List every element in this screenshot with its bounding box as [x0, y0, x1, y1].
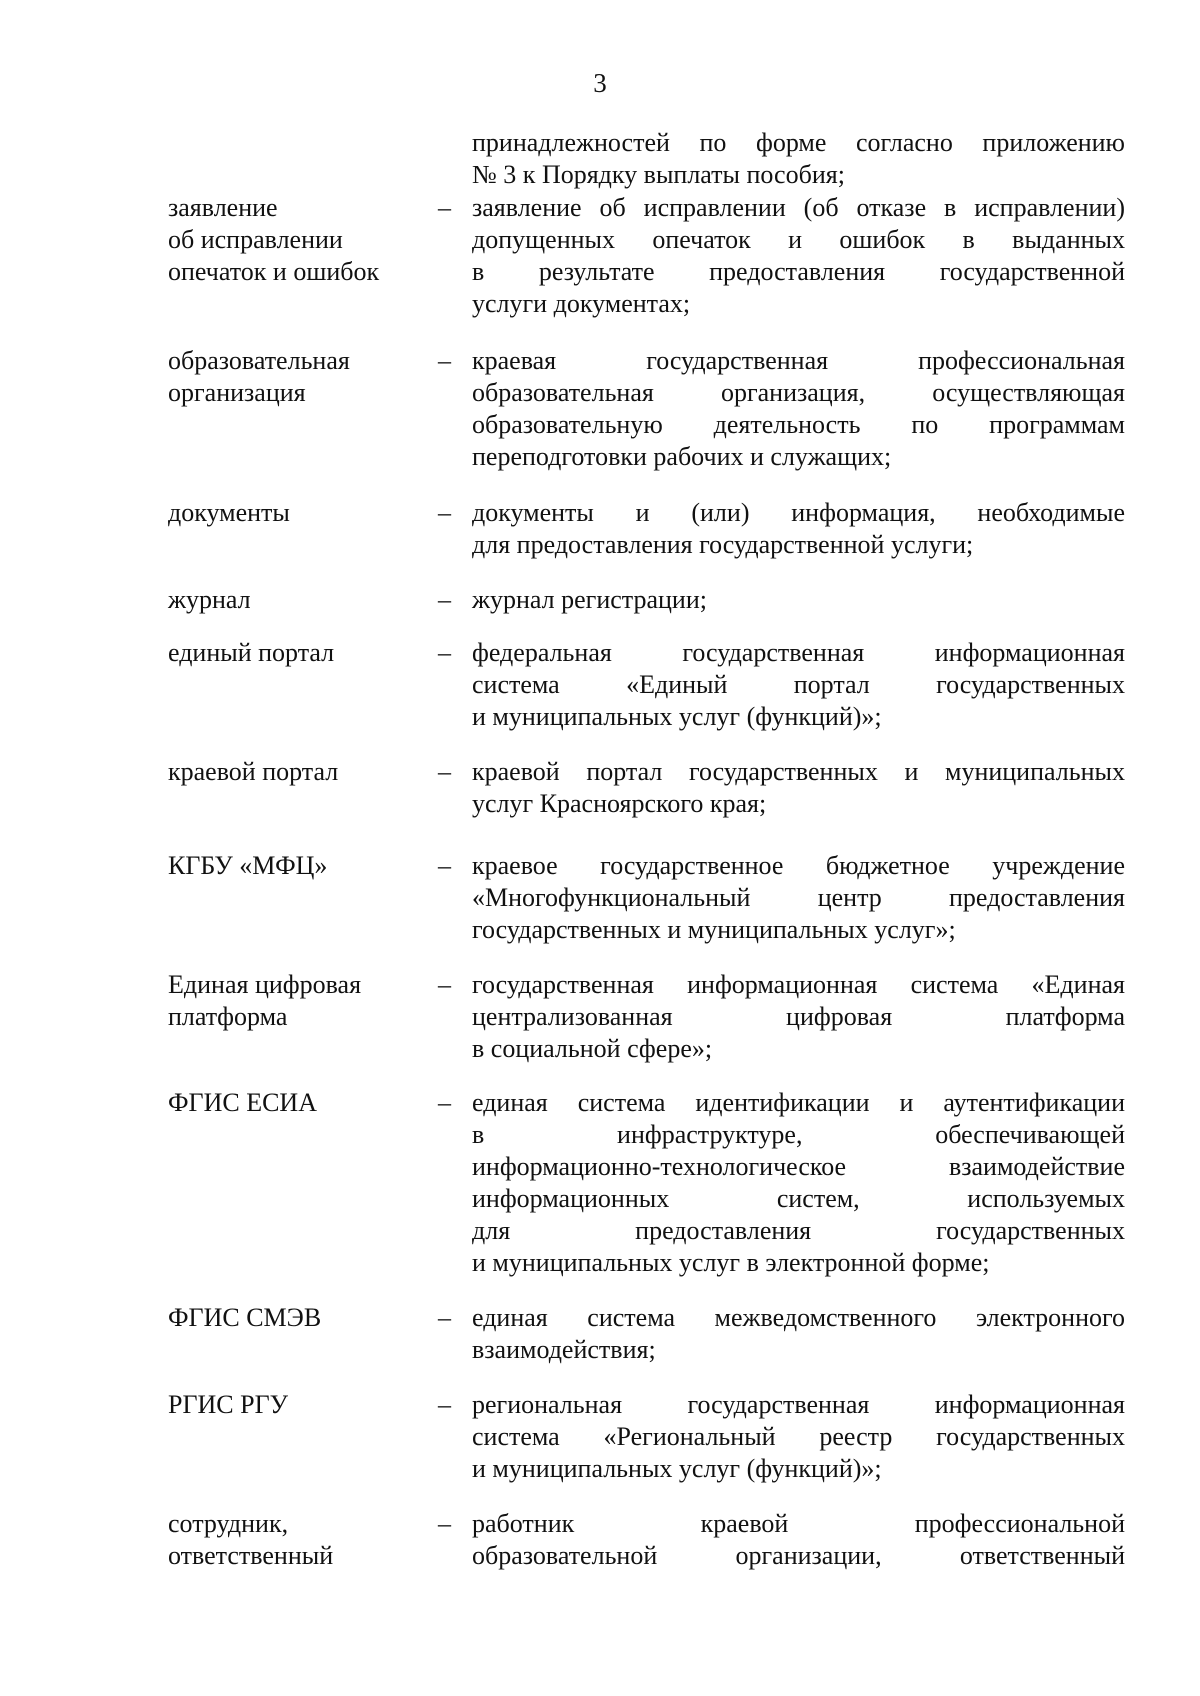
definition-term — [168, 1087, 428, 1119]
definition-dash: – — [438, 1390, 451, 1419]
definition-term — [168, 850, 428, 882]
definition-dash: – — [438, 346, 451, 375]
definition-line: государственная информационная система «Единая — [472, 970, 1125, 999]
definition-dash: – — [438, 1509, 451, 1538]
term-line: Единая цифровая — [168, 970, 362, 999]
term-line: платформа — [168, 1002, 288, 1031]
definition-line: услуги документах; — [472, 289, 691, 318]
definition-term — [168, 1508, 428, 1572]
definition-dash: – — [438, 757, 451, 786]
definition-line: государственных и муниципальных услуг»; — [472, 915, 956, 944]
definition-line: региональная государственная информационная — [472, 1390, 1125, 1419]
definition-line: заявление об исправлении (об отказе в исправлении) — [472, 193, 1125, 222]
definition-line: образовательную деятельность по программам — [472, 410, 1125, 439]
page-number: 3 — [593, 68, 607, 98]
definition-line: и муниципальных услуг (функций)»; — [472, 1454, 882, 1483]
definition-line: информационно-технологическое взаимодействие — [472, 1152, 1125, 1181]
definition-text — [472, 497, 1125, 561]
definition-line: для предоставления государственной услуги; — [472, 530, 974, 559]
intro-line: принадлежностей по форме согласно приложению — [472, 128, 1125, 157]
definition-line: краевое государственное бюджетное учреждение — [472, 851, 1125, 880]
definition-line: образовательная организация, осуществляющая — [472, 378, 1125, 407]
term-line: единый портал — [168, 638, 335, 667]
definition-dash: – — [438, 1088, 451, 1117]
definition-line: система «Региональный реестр государственных — [472, 1422, 1125, 1451]
definition-term — [168, 756, 428, 788]
definition-term — [168, 637, 428, 669]
term-line: ФГИС СМЭВ — [168, 1303, 322, 1332]
definition-text — [472, 1508, 1125, 1572]
definition-term — [168, 584, 428, 616]
definition-text — [472, 850, 1125, 946]
definition-line: образовательной организации, ответственный — [472, 1541, 1125, 1570]
definition-line: единая система идентификации и аутентификации — [472, 1088, 1125, 1117]
term-line: КГБУ «МФЦ» — [168, 851, 328, 880]
definition-term — [168, 969, 428, 1033]
definition-dash: – — [438, 1303, 451, 1332]
definition-dash: – — [438, 193, 451, 222]
term-line: заявление — [168, 193, 278, 222]
definition-line: в результате предоставления государственной — [472, 257, 1125, 286]
definition-line: единая система межведомственного электронного — [472, 1303, 1125, 1332]
term-line: журнал — [168, 585, 251, 614]
definition-line: услуг Красноярского края; — [472, 789, 767, 818]
definition-text — [472, 1302, 1125, 1366]
definition-line: и муниципальных услуг (функций)»; — [472, 702, 882, 731]
definition-line: «Многофункциональный центр предоставления — [472, 883, 1125, 912]
definition-line: в инфраструктуре, обеспечивающей — [472, 1120, 1125, 1149]
definition-text — [472, 969, 1125, 1065]
definition-line: допущенных опечаток и ошибок в выданных — [472, 225, 1125, 254]
definition-text — [472, 1087, 1125, 1279]
definition-line: взаимодействия; — [472, 1335, 656, 1364]
definition-text — [472, 584, 1125, 616]
definition-term — [168, 497, 428, 529]
definition-text — [472, 637, 1125, 733]
term-line: организация — [168, 378, 306, 407]
definition-dash: – — [438, 638, 451, 667]
term-line: краевой портал — [168, 757, 339, 786]
term-line: РГИС РГУ — [168, 1390, 289, 1419]
term-line: об исправлении — [168, 225, 343, 254]
definition-dash: – — [438, 498, 451, 527]
definition-term — [168, 345, 428, 409]
definition-line: переподготовки рабочих и служащих; — [472, 442, 892, 471]
definition-term — [168, 1302, 428, 1334]
definition-dash: – — [438, 585, 451, 614]
term-line: опечаток и ошибок — [168, 257, 380, 286]
definition-text — [472, 756, 1125, 820]
definition-line: федеральная государственная информационная — [472, 638, 1125, 667]
term-line: документы — [168, 498, 290, 527]
intro-paragraph — [472, 127, 1125, 191]
definition-line: журнал регистрации; — [472, 585, 707, 614]
definition-line: централизованная цифровая платформа — [472, 1002, 1125, 1031]
definition-text — [472, 345, 1125, 473]
definition-text — [472, 192, 1125, 320]
definition-line: краевая государственная профессиональная — [472, 346, 1125, 375]
term-line: ФГИС ЕСИА — [168, 1088, 317, 1117]
definition-text — [472, 1389, 1125, 1485]
definition-line: работник краевой профессиональной — [472, 1509, 1125, 1538]
definition-line: система «Единый портал государственных — [472, 670, 1125, 699]
definition-dash: – — [438, 970, 451, 999]
term-line: сотрудник, — [168, 1509, 289, 1538]
definition-term — [168, 192, 428, 288]
definition-line: документы и (или) информация, необходимые — [472, 498, 1125, 527]
definition-line: в социальной сфере»; — [472, 1034, 713, 1063]
term-line: образовательная — [168, 346, 350, 375]
definition-line: для предоставления государственных — [472, 1216, 1125, 1245]
term-line: ответственный — [168, 1541, 334, 1570]
intro-line: № 3 к Порядку выплаты пособия; — [472, 160, 845, 189]
definition-line: информационных систем, используемых — [472, 1184, 1125, 1213]
definition-line: и муниципальных услуг в электронной форме; — [472, 1248, 990, 1277]
definition-line: краевой портал государственных и муниципальных — [472, 757, 1125, 786]
definition-term — [168, 1389, 428, 1421]
definition-dash: – — [438, 851, 451, 880]
